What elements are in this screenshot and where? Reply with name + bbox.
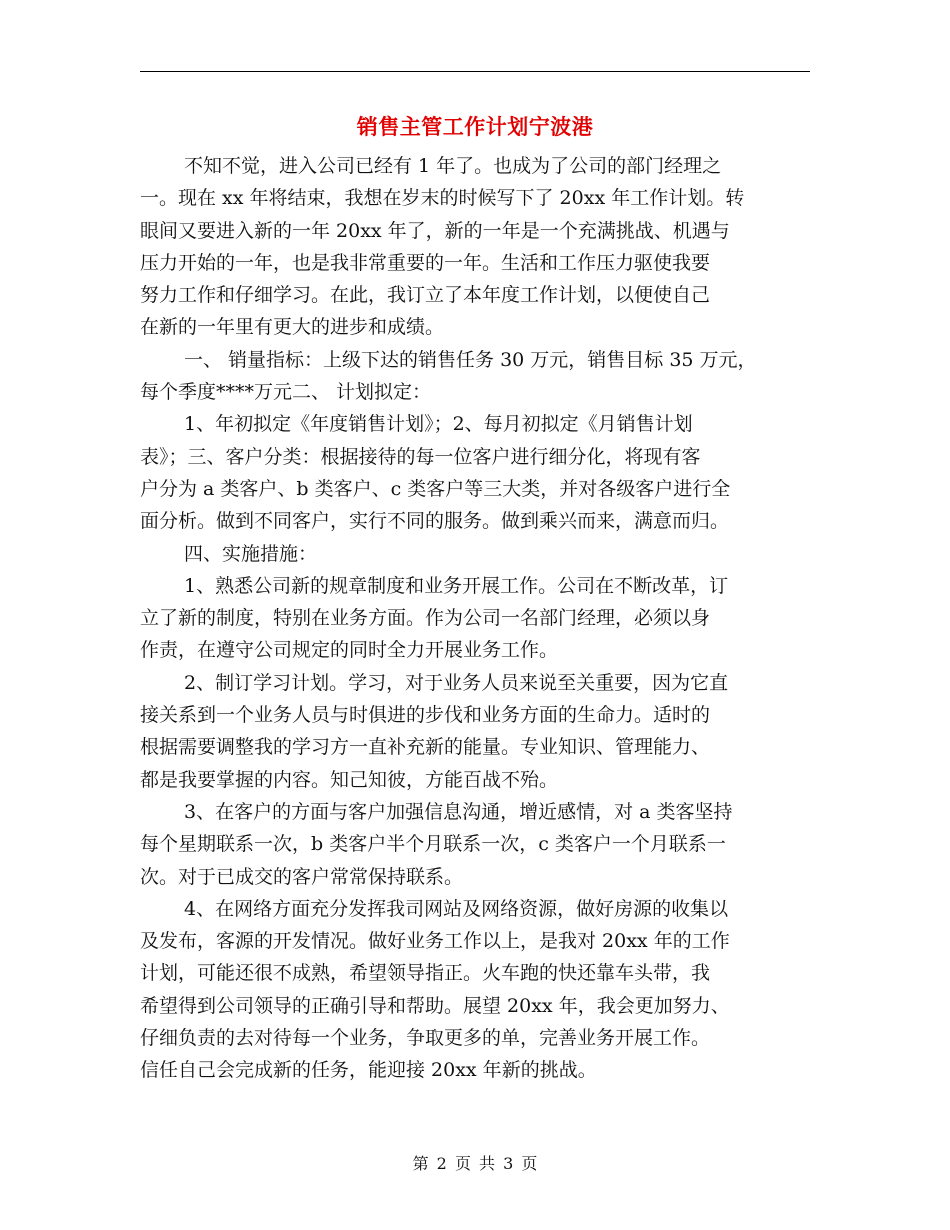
text-line: 希望得到公司领导的正确引导和帮助。展望 20xx 年，我会更加努力、 <box>140 994 730 1017</box>
text-line: 努力工作和仔细学习。在此，我订立了本年度工作计划，以便使自己 <box>140 284 711 307</box>
header-rule <box>140 71 810 72</box>
text-line: 4、在网络方面充分发挥我司网站及网络资源，做好房源的收集以 <box>184 897 729 920</box>
text-line: 2、制订学习计划。学习，对于业务人员来说至关重要，因为它直 <box>184 671 729 694</box>
text-line: 面分析。做到不同客户，实行不同的服务。做到乘兴而来，满意而归。 <box>140 510 730 533</box>
text-line: 不知不觉，进入公司已经有 1 年了。也成为了公司的部门经理之 <box>184 155 722 177</box>
text-line: 立了新的制度，特别在业务方面。作为公司一名部门经理，必须以身 <box>140 607 711 630</box>
text-line: 作责，在遵守公司规定的同时全力开展业务工作。 <box>140 639 559 662</box>
text-line: 仔细负责的去对待每一个业务，争取更多的单，完善业务开展工作。 <box>140 1027 711 1050</box>
text-line: 在新的一年里有更大的进步和成绩。 <box>140 316 445 339</box>
document-body <box>140 150 810 1087</box>
text-line: 根据需要调整我的学习方一直补充新的能量。专业知识、管理能力、 <box>140 736 711 759</box>
text-line: 表》；三、客户分类：根据接待的每一位客户进行细分化，将现有客 <box>140 445 701 468</box>
page-footer: 第 2 页 共 3 页 <box>412 1154 538 1173</box>
text-line: 眼间又要进入新的一年 20xx 年了，新的一年是一个充满挑战、机遇与 <box>140 219 730 242</box>
text-line: 压力开始的一年，也是我非常重要的一年。生活和工作压力驱使我要 <box>140 251 711 274</box>
text-line: 信任自己会完成新的任务，能迎接 20xx 年新的挑战。 <box>140 1059 597 1082</box>
text-line: 接关系到一个业务人员与时俱进的步伐和业务方面的生命力。适时的 <box>140 704 711 727</box>
text-line: 1、熟悉公司新的规章制度和业务开展工作。公司在不断改革，订 <box>184 574 729 597</box>
text-line: 次。对于已成交的客户常常保持联系。 <box>140 865 464 888</box>
text-line: 计划，可能还很不成熟，希望领导指正。火车跑的快还靠车头带，我 <box>140 962 711 985</box>
text-line: 都是我要掌握的内容。知己知彼，方能百战不殆。 <box>140 768 559 791</box>
document-title: 销售主管工作计划宁波港 <box>356 114 594 139</box>
text-line: 一、 销量指标：上级下达的销售任务 30 万元，销售目标 35 万元， <box>184 348 757 371</box>
text-line: 一。现在 xx 年将结束，我想在岁末的时候写下了 20xx 年工作计划。转 <box>140 187 745 210</box>
text-line: 四、实施措施： <box>184 542 318 565</box>
text-line: 及发布，客源的开发情况。做好业务工作以上，是我对 20xx 年的工作 <box>140 930 730 953</box>
text-line: 每个星期联系一次，b 类客户半个月联系一次，c 类客户一个月联系一 <box>140 833 726 856</box>
text-line: 户分为 a 类客户、b 类客户、c 类客户等三大类，并对各级客户进行全 <box>140 477 731 500</box>
text-line: 每个季度****万元二、 计划拟定： <box>140 381 432 404</box>
text-line: 3、在客户的方面与客户加强信息沟通，增近感情，对 a 类客坚持 <box>184 800 733 823</box>
text-line: 1、年初拟定《年度销售计划》；2、每月初拟定《月销售计划 <box>184 413 693 436</box>
